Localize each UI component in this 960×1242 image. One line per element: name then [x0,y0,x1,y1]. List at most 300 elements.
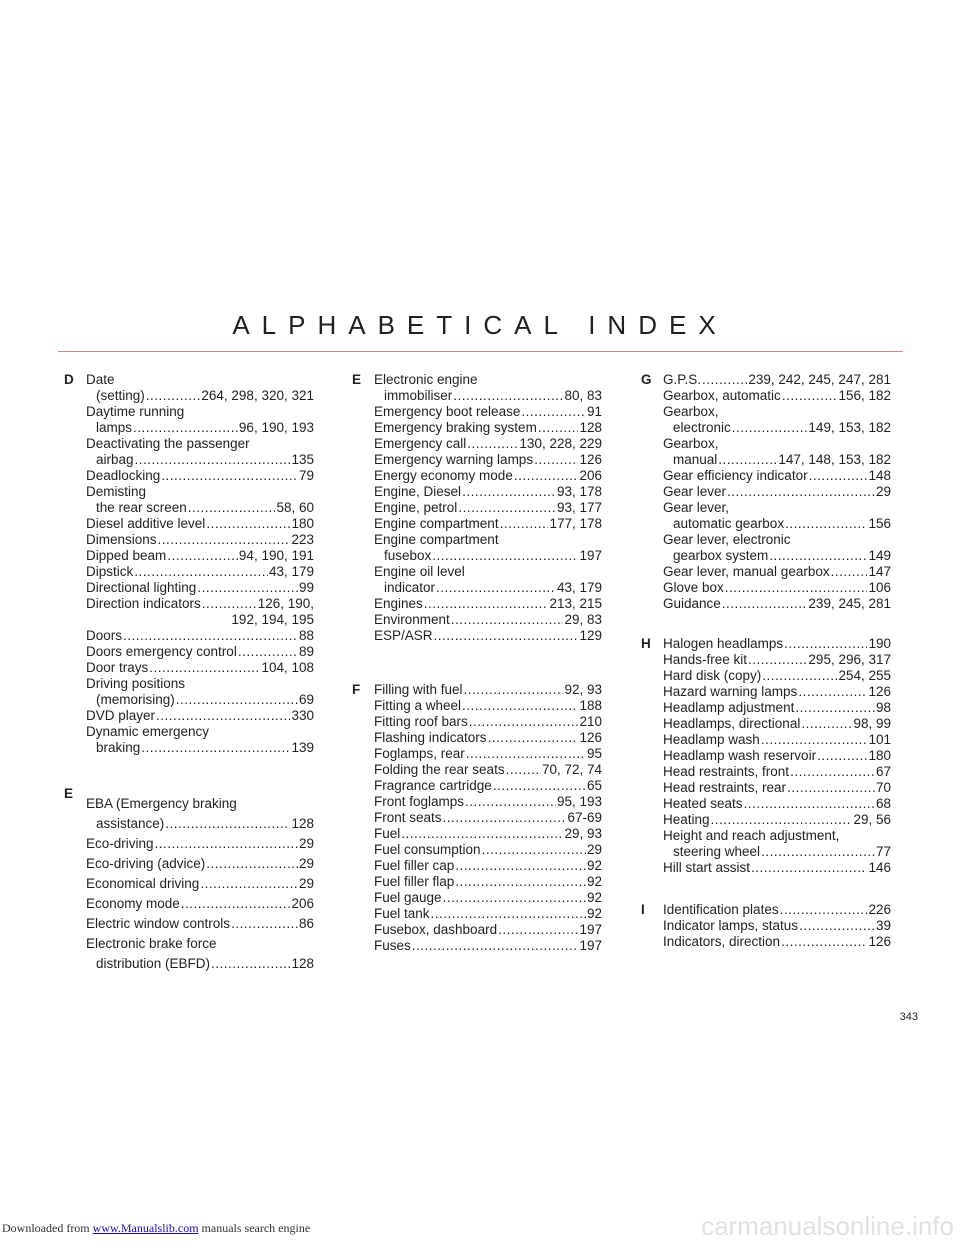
index-entry [374,922,602,938]
entry-line [374,532,602,548]
index-entry [663,668,891,684]
entry-line [86,894,314,914]
index-entry [86,468,314,484]
index-entry [86,516,314,532]
index-entry [374,746,602,762]
entry-pages: 93, 178 [556,484,602,499]
entry-line [86,724,314,740]
entry-line [374,746,602,762]
index-entry [663,732,891,748]
entry-line [663,748,891,764]
entry-line [663,596,891,612]
entry-pages: 88 [298,628,314,643]
entry-pages: 29 [298,876,314,891]
entry-text: Headlamp adjustment [663,700,795,715]
entry-pages: 264, 298, 320, 321 [201,388,314,403]
entry-line [374,762,602,778]
section-gap [64,756,314,794]
entry-pages: 70 [875,780,891,795]
dot-leader [412,938,579,954]
entry-line [663,580,891,596]
index-entry [374,628,602,644]
index-entry [86,894,314,914]
entry-line [86,644,314,660]
index-entry [663,652,891,668]
dot-leader [432,548,578,564]
manualslib-link[interactable]: www.Manualslib.com [92,1221,199,1235]
index-entry [86,436,314,468]
entry-pages: 29, 83 [564,612,602,627]
dot-leader [521,404,586,420]
index-entry [86,660,314,676]
entry-line [374,468,602,484]
entry-text: Fuses [374,938,411,953]
entry-line [374,420,602,436]
page-title: ALPHABETICAL INDEX [232,310,728,340]
index-entry [663,902,891,918]
entry-text: Hard disk (copy) [663,668,762,683]
entry-line [374,858,602,874]
entry-line [374,372,602,388]
entry-pages: 67 [875,764,891,779]
entry-line [374,714,602,730]
entry-pages: 149 [868,548,891,563]
entry-pages: 80, 83 [564,388,602,403]
dot-leader [500,516,549,532]
entry-line [374,516,602,532]
entry-pages: 93, 177 [556,500,602,515]
index-entry [663,404,891,436]
index-entry [86,628,314,644]
entry-text: DVD player [86,708,156,723]
index-entry [86,548,314,564]
entry-line [86,500,314,516]
index-section-i [641,902,891,950]
entry-text: lamps [96,420,133,435]
entry-pages: 156 [868,516,891,531]
entry-text: Engine, Diesel [374,484,462,499]
entry-pages: 126 [579,730,602,745]
entry-line [86,814,314,834]
index-entry [374,436,602,452]
dot-leader [732,420,808,436]
entry-text: EBA (Emergency braking [86,796,237,811]
entry-line [86,420,314,436]
entry-text: Front seats [374,810,442,825]
entry-pages: 126 [868,684,891,699]
dot-leader [718,452,777,468]
entry-text: Engine compartment [374,516,499,531]
entry-text: Economy mode [86,896,180,911]
download-notice [2,1221,310,1236]
entry-text: Direction indicators [86,596,201,611]
entry-line [86,794,314,814]
dot-leader [165,814,290,834]
entry-text: Hazard warning lamps [663,684,798,699]
entry-text: Emergency braking system [374,420,537,435]
entry-text: Driving positions [86,676,186,691]
entry-text: Environment [374,612,450,627]
entry-pages: 98, 99 [853,716,891,731]
section-letter: G [641,372,652,387]
section-letter: H [641,636,651,651]
entry-line [86,548,314,564]
entry-pages: 43, 179 [268,564,314,579]
index-entry [663,484,891,500]
entry-text: Headlamp wash reservoir [663,748,817,763]
entry-line [663,516,891,532]
entry-pages: 29 [586,842,602,857]
index-section-d [64,372,314,756]
entry-pages: 223 [291,532,314,547]
entry-line [663,684,891,700]
title-divider [58,351,903,352]
entry-line [86,564,314,580]
entry-pages: 106 [868,580,891,595]
entry-pages: 206 [291,896,314,911]
index-entry [374,890,602,906]
index-entry [663,918,891,934]
entry-line [663,812,891,828]
entry-text: Guidance [663,596,721,611]
entry-pages: 95, 193 [556,794,602,809]
entry-text: Emergency call [374,436,467,451]
entry-pages: 92 [586,858,602,873]
entry-text: indicator [384,580,436,595]
entry-text: fusebox [384,548,432,563]
dot-leader [133,420,238,436]
entry-line [663,732,891,748]
index-entry [663,934,891,950]
entry-pages: 177, 178 [549,516,602,531]
entry-line [86,692,314,708]
index-entry [374,500,602,516]
entry-line [86,436,314,452]
entry-line [663,468,891,484]
entry-pages: 192, 194, 195 [231,612,314,627]
entry-line [86,834,314,854]
dot-leader [202,596,257,612]
entry-pages: 67-69 [567,810,602,825]
entry-text: Energy economy mode [374,468,513,483]
index-entry [663,828,891,860]
entry-pages: 135 [291,452,314,467]
index-entry [663,388,891,404]
entry-text: Electric window controls [86,916,231,931]
entry-text: Height and reach adjustment, [663,828,840,843]
entry-pages: 69 [298,692,314,707]
entry-text: Deactivating the passenger [86,436,250,451]
entry-line [374,922,602,938]
index-entry [663,596,891,612]
section-gap [641,876,891,902]
entry-line [663,484,891,500]
download-suffix: manuals search engine [198,1221,311,1235]
entry-line [374,906,602,922]
entry-text: electronic [673,420,731,435]
dot-leader [176,692,298,708]
entry-text: distribution (EBFD) [96,956,211,971]
entry-text: Flashing indicators [374,730,487,745]
index-entry [663,564,891,580]
dot-leader [443,810,567,826]
entry-line [86,708,314,724]
dot-leader [161,468,298,484]
entry-text: Fuel tank [374,906,430,921]
entry-pages: 226 [868,902,891,917]
index-entry [374,404,602,420]
entry-text: (memorising) [96,692,175,707]
index-entry [374,452,602,468]
dot-leader [534,452,578,468]
dot-leader [211,954,290,974]
entry-pages: 126, 190, [257,596,314,611]
entry-text: Gear lever, manual gearbox [663,564,830,579]
entry-text: Heating [663,812,710,827]
section-letter: F [352,682,361,697]
entry-line [374,596,602,612]
entry-pages: 210 [579,714,602,729]
dot-leader [458,500,556,516]
entry-pages: 89 [298,644,314,659]
entry-text: Fitting roof bars [374,714,468,729]
entry-text: Eco-driving (advice) [86,856,206,871]
index-section-e [352,372,602,644]
entry-pages: 147, 148, 153, 182 [778,452,891,467]
index-entry [663,716,891,732]
dot-leader [466,746,586,762]
index-entry [374,938,602,954]
entry-text: Fragrance cartridge [374,778,492,793]
entry-pages: 58, 60 [276,500,314,515]
entry-pages: 68 [875,796,891,811]
index-entry [663,532,891,564]
dot-leader [206,516,290,532]
index-entry [663,684,891,700]
entry-line [663,500,891,516]
entry-text: Gear lever, [663,500,730,515]
entry-line [86,452,314,468]
index-entry [663,468,891,484]
index-column-2 [352,372,602,954]
entry-text: Gear lever [663,484,727,499]
entry-text: Electronic engine [374,372,478,387]
index-entry [374,372,602,404]
index-entry [663,796,891,812]
entry-line [663,388,891,404]
entry-line [86,516,314,532]
entry-text: Gearbox, automatic [663,388,781,403]
entry-text: Head restraints, front [663,764,790,779]
entry-pages: 96, 190, 193 [238,420,314,435]
entry-line [86,388,314,404]
dot-leader [711,812,853,828]
entry-text: Dimensions [86,532,157,547]
entry-line [374,564,602,580]
entry-text: Electronic brake force [86,936,217,951]
index-entry [663,748,891,764]
entry-text: Eco-driving [86,836,154,851]
entry-text: Gear efficiency indicator [663,468,808,483]
index-entry [374,906,602,922]
entry-pages: 101 [868,732,891,747]
entry-continuation [86,612,314,628]
entry-line [663,828,891,844]
entry-text: Engine compartment [374,532,499,547]
entry-text: Identification plates [663,902,779,917]
index-entry [86,834,314,854]
dot-leader [744,796,875,812]
index-entry [663,812,891,828]
entry-line [374,938,602,954]
index-entry [86,854,314,874]
dot-leader [123,628,298,644]
dot-leader [787,780,875,796]
entry-text: braking [96,740,141,755]
index-entry [374,794,602,810]
entry-pages: 29, 93 [564,826,602,841]
dot-leader [431,906,586,922]
dot-leader [482,842,586,858]
dot-leader [206,854,298,874]
dot-leader [401,826,563,842]
entry-line [374,874,602,890]
index-entry [374,874,602,890]
entry-line [374,778,602,794]
entry-pages: 148 [868,468,891,483]
section-letter: E [352,372,362,387]
download-prefix: Downloaded from [2,1221,93,1235]
entry-text: G.P.S. [663,372,702,387]
entry-pages: 86 [298,916,314,931]
dot-leader [817,748,867,764]
entry-pages: 92 [586,890,602,905]
entry-line [374,404,602,420]
entry-line [663,652,891,668]
dot-leader [156,708,290,724]
entry-line [86,660,314,676]
dot-leader [748,652,807,668]
section-letter: E [64,786,74,801]
dot-leader [188,500,276,516]
dot-leader [462,698,578,714]
index-entry [374,714,602,730]
dot-leader [436,580,556,596]
dot-leader [424,596,549,612]
dot-leader [799,918,875,934]
entry-text: steering wheel [673,844,761,859]
entry-text: (setting) [96,388,145,403]
dot-leader [780,902,868,918]
index-entry [86,676,314,708]
entry-line [86,532,314,548]
index-entry [86,794,314,834]
dot-leader [200,874,298,894]
entry-pages: 94, 190, 191 [238,548,314,563]
index-entry [374,826,602,842]
entry-pages: 295, 296, 317 [808,652,891,667]
dot-leader [197,580,298,596]
index-column-3 [641,372,891,950]
entry-line [86,404,314,420]
entry-text: gearbox system [673,548,769,563]
dot-leader [451,612,564,628]
entry-text: Demisting [86,484,147,499]
entry-text: Fuel filler cap [374,858,455,873]
dot-leader [493,778,586,794]
entry-text: Economical driving [86,876,200,891]
entry-pages: 79 [298,468,314,483]
index-entry [86,874,314,894]
entry-pages: 239, 242, 245, 247, 281 [748,372,891,387]
index-entry [663,372,891,388]
index-entry [86,580,314,596]
entry-line [663,796,891,812]
index-entry [374,858,602,874]
entry-pages: 92 [586,906,602,921]
entry-pages: 95 [586,746,602,761]
entry-line [374,890,602,906]
entry-line [86,596,314,612]
entry-text: Headlamp wash [663,732,760,747]
entry-line [374,698,602,714]
dot-leader [751,860,867,876]
entry-pages: 92 [586,874,602,889]
entry-line [663,532,891,548]
watermark: carmanualsonline.info [701,1211,954,1241]
entry-pages: 92, 93 [564,682,602,697]
index-entry [663,580,891,596]
index-entry [374,698,602,714]
index-entry [663,860,891,876]
dot-leader [762,668,837,684]
entry-line [663,372,891,388]
entry-text: Gear lever, electronic [663,532,791,547]
index-entry [374,484,602,500]
dot-leader [761,844,875,860]
entry-pages: 239, 245, 281 [808,596,891,611]
entry-line [86,874,314,894]
entry-line [663,780,891,796]
index-entry [86,934,314,974]
dot-leader [158,532,291,548]
index-entry [374,468,602,484]
dot-leader [434,628,579,644]
index-entry [663,636,891,652]
entry-text: airbag [96,452,134,467]
entry-text: Dipped beam [86,548,167,563]
entry-text: Emergency boot release [374,404,521,419]
index-column-1 [64,372,314,974]
dot-leader [725,580,868,596]
index-entry [374,842,602,858]
dot-leader [798,684,867,700]
dot-leader [784,636,867,652]
page-number: 343 [899,1011,918,1023]
entry-line [374,612,602,628]
entry-line [374,826,602,842]
entry-text: Door trays [86,660,149,675]
entry-line [374,580,602,596]
entry-line [86,934,314,954]
dot-leader [135,452,291,468]
index-section-g [641,372,891,612]
entry-pages: 190 [868,636,891,651]
dot-leader [465,794,556,810]
dot-leader [761,732,868,748]
entry-pages: 29, 56 [853,812,891,827]
section-gap [352,644,602,682]
